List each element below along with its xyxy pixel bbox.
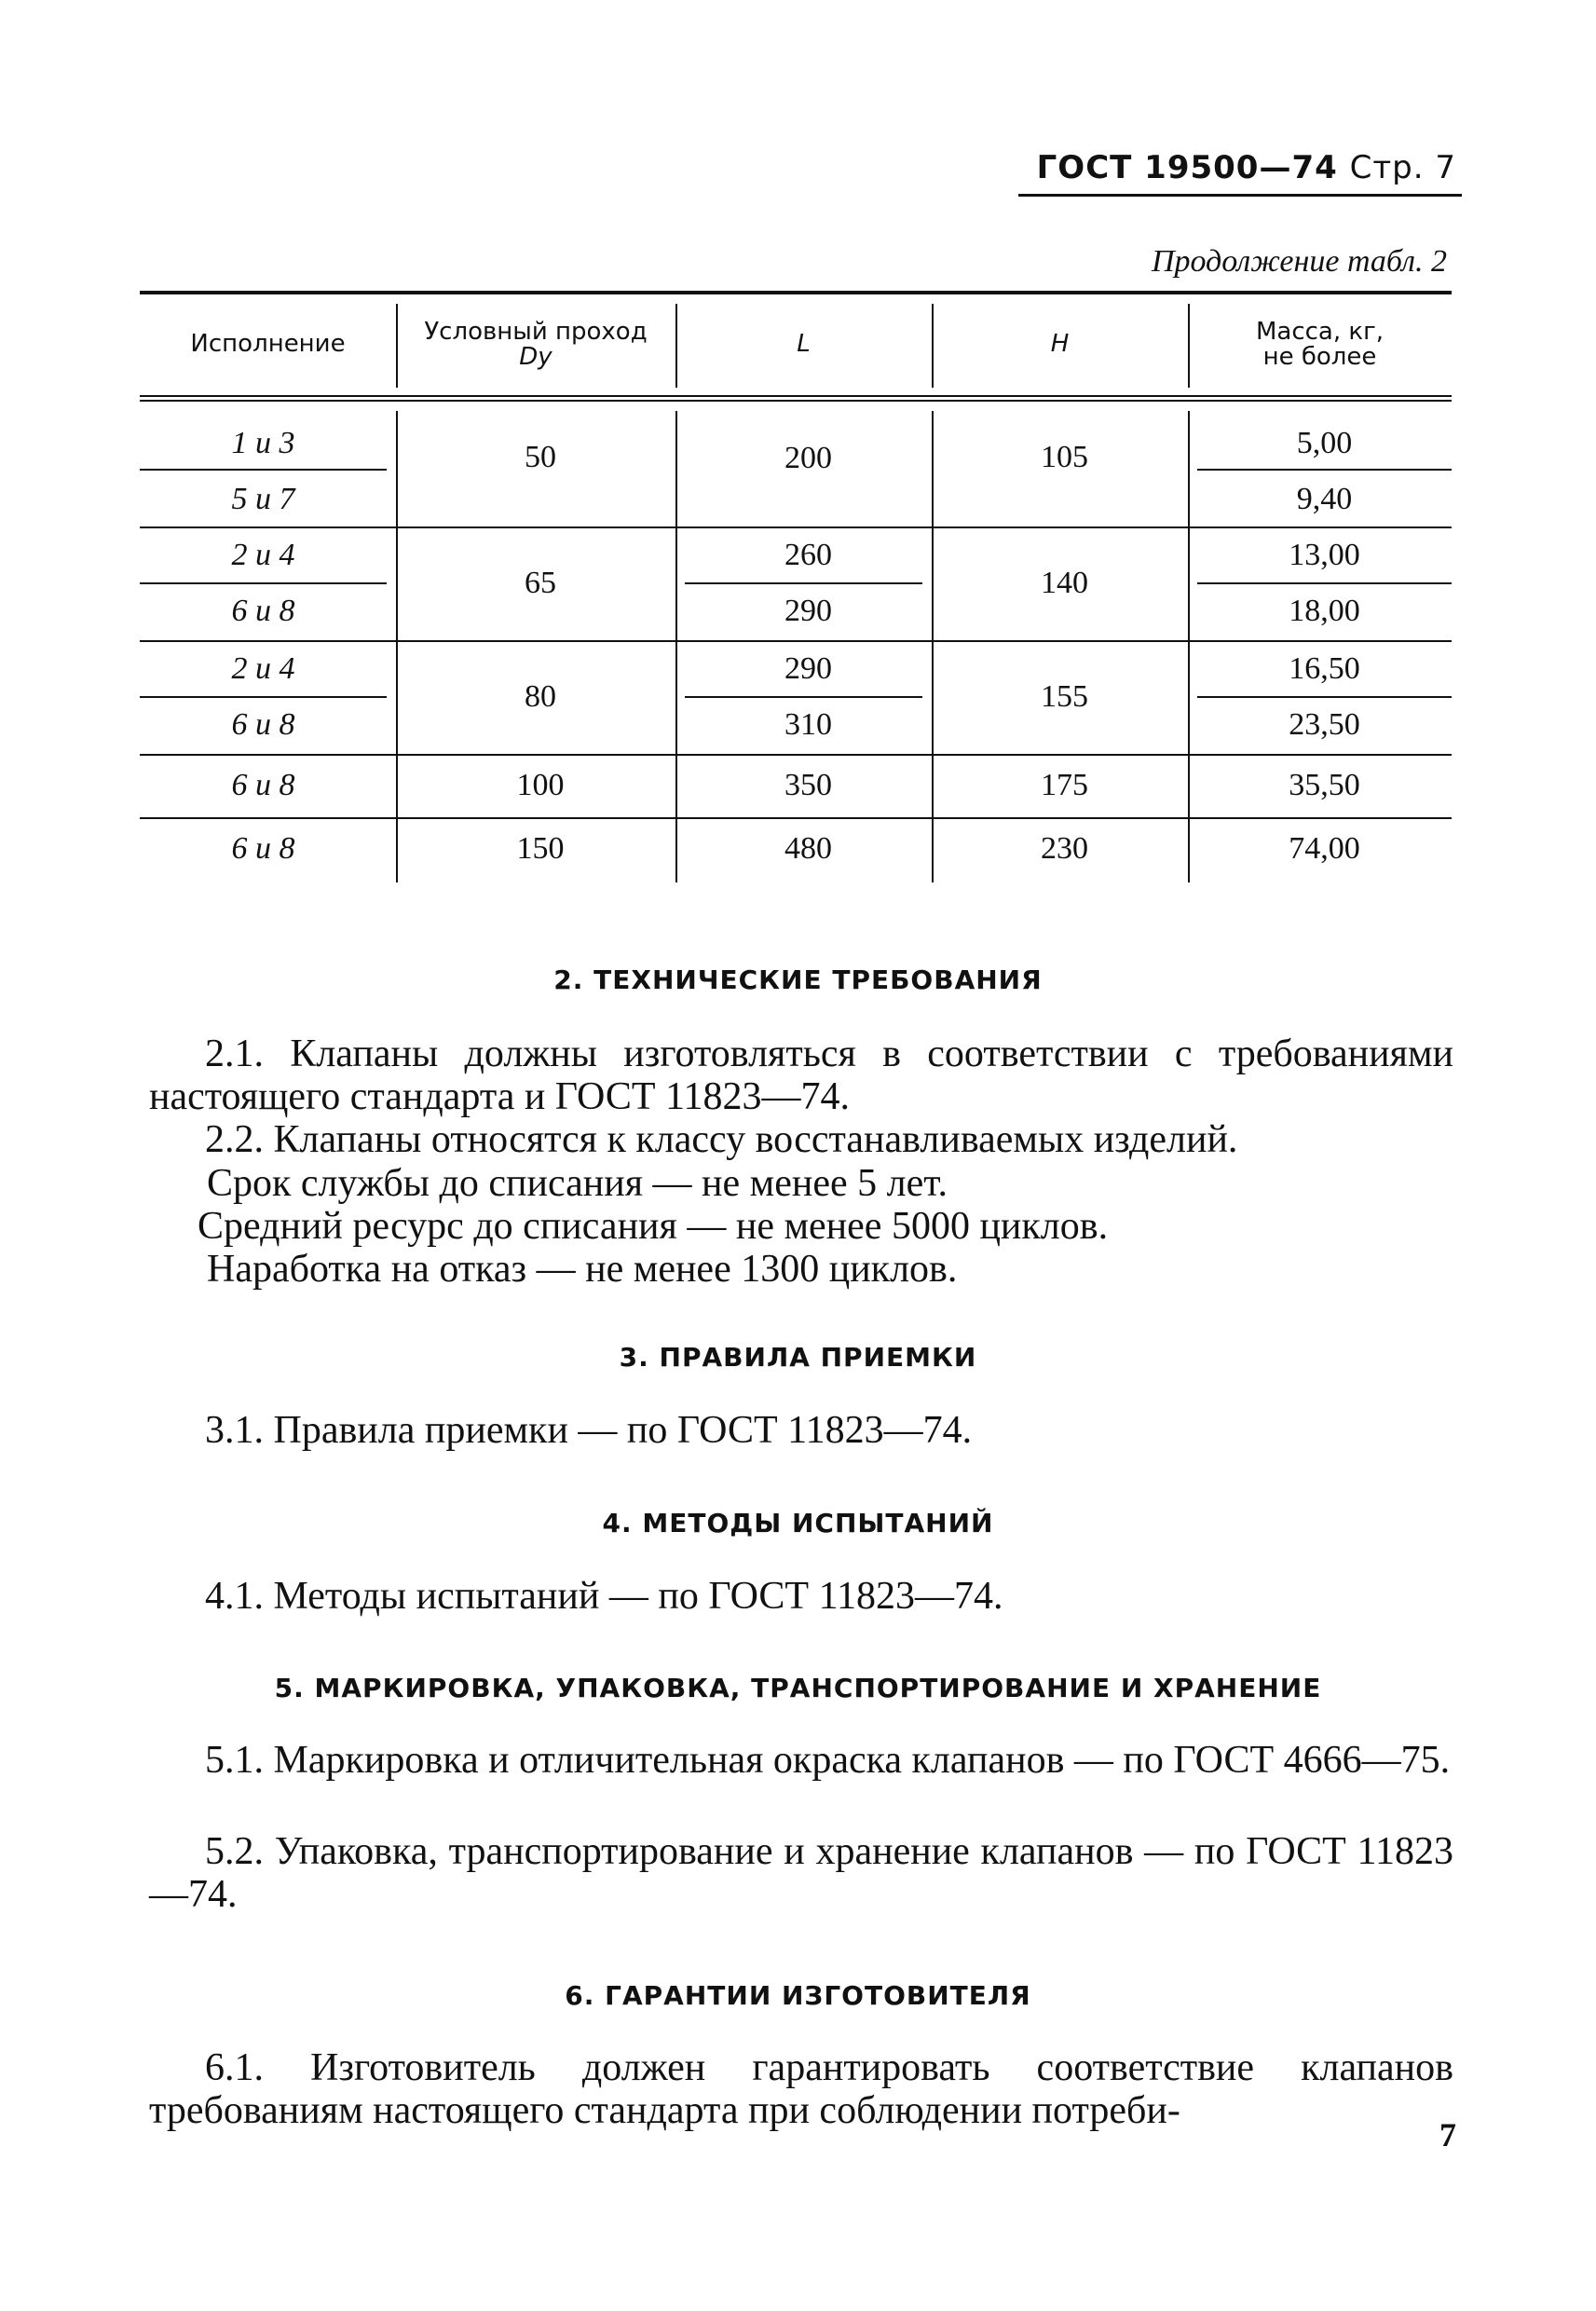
cell-l: 260 — [784, 538, 832, 572]
cell-mass: 23,50 — [1289, 707, 1360, 742]
cell-l: 310 — [784, 707, 832, 742]
header-divider — [932, 304, 934, 388]
column-divider — [932, 411, 934, 882]
col-mass — [1188, 294, 1452, 395]
cell-h: 140 — [1041, 566, 1088, 600]
cell-h: 105 — [1041, 440, 1088, 474]
col-du-title: Условный проход — [424, 317, 648, 346]
cell-ispolnenie: 6 и 8 — [231, 594, 295, 628]
column-divider — [1188, 411, 1190, 882]
section-title-marking-packaging: 5. МАРКИРОВКА, УПАКОВКА, ТРАНСПОРТИРОВАНИЕ И ХРАНЕНИЕ — [274, 1673, 1322, 1703]
header-rule — [1018, 194, 1462, 197]
col-du-symbol: Dу — [519, 343, 552, 371]
cell-mass: 9,40 — [1296, 482, 1353, 516]
section-title-acceptance-rules: 3. ПРАВИЛА ПРИЕМКИ — [619, 1342, 977, 1373]
cell-ispolnenie: 6 и 8 — [231, 831, 295, 866]
paragraph-2-1: 2.1. Клапаны должны изготовляться в соответствии с требованиями настоящего стандарта и ГОСТ 11823—74. — [149, 1032, 1453, 1118]
table-body — [140, 402, 1452, 888]
paragraph-5-1: 5.1. Маркировка и отличительная окраска клапанов — по ГОСТ 4666—75. — [205, 1739, 1451, 1782]
cell-l: 200 — [784, 441, 832, 475]
cell-ispolnenie: 2 и 4 — [231, 651, 295, 686]
cell-mass: 74,00 — [1289, 831, 1360, 866]
cell-mass: 16,50 — [1289, 651, 1360, 686]
cell-mass: 13,00 — [1289, 538, 1360, 572]
table-continuation-label: Продолжение табл. 2 — [1151, 244, 1447, 279]
col-h: H — [1050, 330, 1070, 359]
group-rule — [140, 640, 1452, 642]
row-rule — [685, 582, 922, 584]
cell-h: 155 — [1041, 679, 1088, 714]
mtbf-line: Наработка на отказ — не менее 1300 циклов. — [207, 1248, 958, 1291]
row-rule — [1197, 582, 1452, 584]
cell-l: 290 — [784, 594, 832, 628]
resource-line: Средний ресурс до списания — не менее 5000 циклов. — [198, 1205, 1109, 1248]
col-mass-title: Масса, кг, — [1255, 317, 1385, 346]
cell-l: 480 — [784, 831, 832, 866]
row-rule — [140, 469, 387, 471]
cell-du: 150 — [516, 831, 565, 866]
cell-mass: 5,00 — [1296, 426, 1353, 460]
paragraph-4-1: 4.1. Методы испытаний — по ГОСТ 11823—74. — [205, 1575, 1003, 1618]
row-rule — [140, 696, 387, 698]
section-title-test-methods: 4. МЕТОДЫ ИСПЫТАНИЙ — [602, 1508, 994, 1538]
row-rule — [1197, 469, 1452, 471]
cell-ispolnenie: 1 и 3 — [231, 426, 295, 460]
paragraph-5-2: 5.2. Упаковка, транспортирование и хранение клапанов — по ГОСТ 11823—74. — [149, 1830, 1453, 1916]
table-header — [140, 294, 1452, 395]
header-divider — [1188, 304, 1190, 388]
row-rule — [685, 696, 922, 698]
header-divider — [675, 304, 677, 388]
cell-ispolnenie: 6 и 8 — [231, 707, 295, 742]
group-rule — [140, 754, 1452, 756]
paragraph-3-1: 3.1. Правила приемки — по ГОСТ 11823—74. — [205, 1409, 973, 1452]
cell-du: 65 — [525, 566, 556, 600]
section-title-technical-requirements: 2. ТЕХНИЧЕСКИЕ ТРЕБОВАНИЯ — [553, 964, 1043, 995]
section-title-manufacturer-warranty: 6. ГАРАНТИИ ИЗГОТОВИТЕЛЯ — [565, 1980, 1031, 2011]
row-rule — [140, 582, 387, 584]
service-life-line: Срок службы до списания — не менее 5 лет. — [207, 1162, 948, 1205]
row-rule — [1197, 696, 1452, 698]
header-double-rule — [140, 395, 1452, 402]
cell-ispolnenie: 6 и 8 — [231, 768, 295, 802]
group-rule — [140, 817, 1452, 819]
cell-ispolnenie: 5 и 7 — [231, 482, 295, 516]
cell-du: 80 — [525, 679, 556, 714]
col-mass-subtitle: не более — [1262, 343, 1377, 371]
cell-l: 290 — [784, 651, 832, 686]
specs-table — [140, 291, 1452, 888]
cell-mass: 35,50 — [1289, 768, 1360, 802]
cell-du: 50 — [525, 440, 556, 474]
cell-h: 230 — [1041, 831, 1088, 866]
cell-h: 175 — [1041, 768, 1088, 802]
col-l: L — [797, 330, 811, 359]
standard-number: ГОСТ 19500—74 — [1036, 149, 1338, 186]
page-header — [1037, 149, 1456, 186]
page-number: 7 — [1439, 2116, 1456, 2154]
column-divider — [396, 411, 398, 882]
paragraph-6-1: 6.1. Изготовитель должен гарантировать соответствие клапанов требованиям настоящего стандарта при соблюдении потреби- — [149, 2046, 1453, 2132]
paragraph-2-2: 2.2. Клапаны относятся к классу восстанавливаемых изделий. — [205, 1118, 1238, 1161]
group-rule — [140, 526, 1452, 528]
cell-l: 350 — [784, 768, 832, 802]
col-ispolnenie: Исполнение — [190, 330, 346, 359]
page-label: Стр. 7 — [1349, 149, 1456, 186]
cell-mass: 18,00 — [1289, 594, 1360, 628]
col-du — [396, 294, 675, 395]
cell-du: 100 — [516, 768, 565, 802]
cell-ispolnenie: 2 и 4 — [231, 538, 295, 572]
column-divider — [675, 411, 677, 882]
header-divider — [396, 304, 398, 388]
